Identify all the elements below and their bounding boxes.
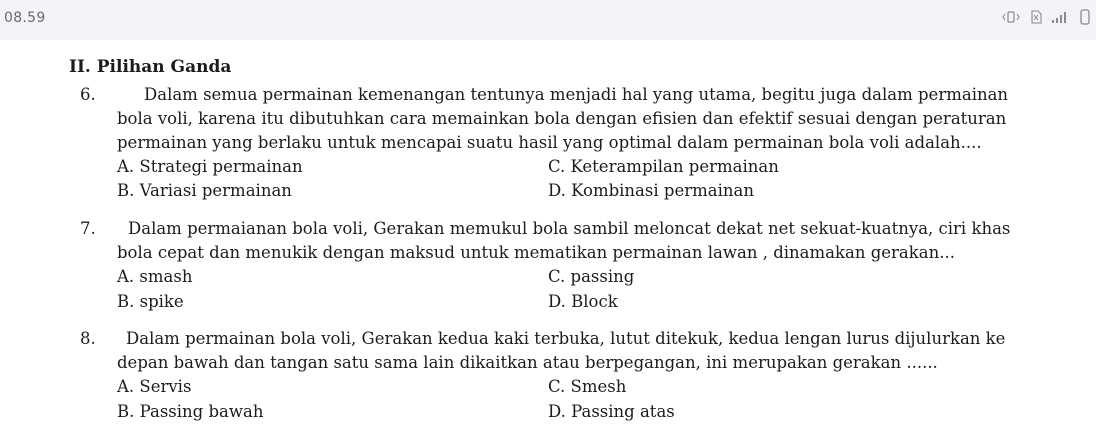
- question-line: depan bawah dan tangan satu sama lain dikaitkan atau berpegangan, ini merupakan gerakan ......: [117, 353, 938, 372]
- status-time: 08.59: [4, 10, 46, 26]
- no-sim-icon: [1030, 10, 1042, 24]
- option-b[interactable]: B. Variasi permainan: [117, 181, 292, 200]
- option-a[interactable]: A. Servis: [117, 377, 192, 396]
- question-line: Dalam semua permainan kemenangan tentunya menjadi hal yang utama, begitu juga dalam permainan: [144, 85, 1009, 104]
- question-number: 6.: [80, 85, 96, 104]
- option-b[interactable]: B. spike: [117, 292, 184, 311]
- question-line: bola cepat dan menukik dengan maksud untuk mematikan permainan lawan , dinamakan gerakan...: [117, 243, 955, 262]
- question-line: Dalam permaianan bola voli, Gerakan memukul bola sambil meloncat dekat net sekuat-kuatnya, ciri khas: [128, 219, 1011, 238]
- option-a[interactable]: A. Strategi permainan: [117, 157, 303, 176]
- signal-icon: [1052, 11, 1070, 23]
- question-line: Dalam permainan bola voli, Gerakan kedua kaki terbuka, lutut ditekuk, kedua lengan lurus dijulurkan ke: [126, 329, 1006, 348]
- option-c[interactable]: C. Smesh: [548, 377, 627, 396]
- option-a[interactable]: A. smash: [117, 267, 193, 286]
- option-d[interactable]: D. Passing atas: [548, 402, 675, 421]
- question-line: bola voli, karena itu dibutuhkan cara memainkan bola dengan efisien dan efektif sesuai dengan peraturan: [117, 109, 1007, 128]
- document: [0, 40, 1096, 447]
- status-icons: [1002, 9, 1090, 25]
- vibrate-icon: [1002, 11, 1020, 23]
- option-d[interactable]: D. Block: [548, 292, 618, 311]
- option-c[interactable]: C. passing: [548, 267, 635, 286]
- option-c[interactable]: C. Keterampilan permainan: [548, 157, 779, 176]
- battery-icon: [1080, 9, 1090, 25]
- question-line: permainan yang berlaku untuk mencapai suatu hasil yang optimal dalam permainan bola voli adalah....: [117, 133, 982, 152]
- option-d[interactable]: D. Kombinasi permainan: [548, 181, 754, 200]
- section-title: II. Pilihan Ganda: [69, 57, 232, 77]
- question-number: 8.: [80, 329, 96, 348]
- status-bar: [0, 0, 1096, 40]
- option-b[interactable]: B. Passing bawah: [117, 402, 264, 421]
- question-number: 7.: [80, 219, 96, 238]
